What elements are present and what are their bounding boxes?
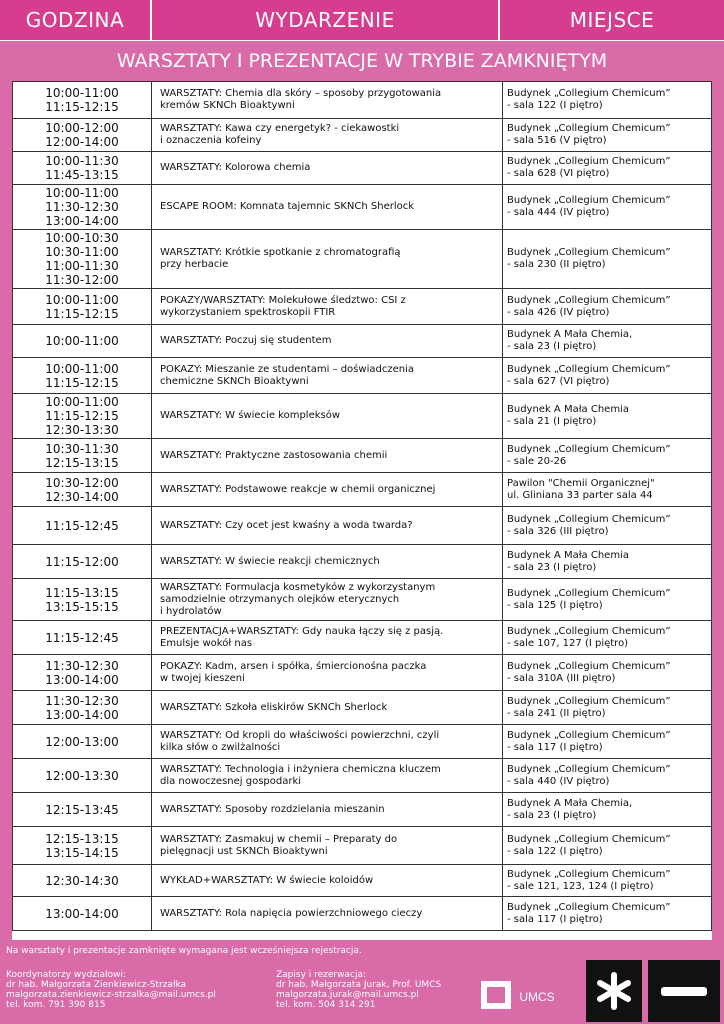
event-cell [152, 579, 503, 621]
place-text: - sala 230 (II piętro) [507, 259, 606, 270]
place-text: - sala 122 (I piętro) [507, 100, 603, 111]
time-slot: 12:00-14:00 [45, 135, 119, 149]
event-cell [152, 655, 503, 691]
place-cell [503, 621, 712, 655]
place-text: Budynek A Mała Chemia, [507, 329, 633, 340]
place-text: Pawilon "Chemii Organicznej" [507, 477, 655, 489]
schedule-row [13, 507, 712, 545]
event-text: POKAZY/WARSZTATY: Molekułowe śledztwo: CSI z [160, 294, 406, 306]
time-slot: 11:30-12:00 [45, 273, 119, 287]
place-text: - sale 121, 123, 124 (I piętro) [507, 880, 654, 892]
place-text: Budynek A Mała Chemia, [507, 797, 633, 809]
event-cell [152, 827, 503, 865]
place-text: - sala 440 (IV piętro) [507, 775, 610, 787]
time-cell [13, 325, 152, 358]
schedule-row [13, 691, 712, 725]
event-text: Emulsje wokół nas [160, 637, 253, 649]
event-text: PREZENTACJA+WARSZTATY: Gdy nauka łączy się z pasją. [160, 625, 444, 637]
place-cell [503, 507, 712, 545]
time-cell [13, 759, 152, 793]
time-cell [13, 793, 152, 827]
event-cell [152, 793, 503, 827]
asterisk-logo-icon [594, 971, 634, 1011]
schedule-row [13, 230, 712, 289]
place-text: Budynek „Collegium Chemicum” [507, 363, 671, 375]
place-text: Budynek A Mała Chemia [507, 404, 629, 415]
place-text: Budynek „Collegium Chemicum” [507, 123, 671, 134]
place-text: - sala 117 (I piętro) [507, 741, 603, 753]
time-slot: 11:30-12:30 [45, 658, 119, 673]
place-cell [503, 82, 712, 119]
umcs-logo-icon [479, 977, 563, 1013]
time-cell [13, 439, 152, 473]
time-slot: 11:15-12:45 [45, 630, 119, 645]
time-cell [13, 473, 152, 507]
place-cell [503, 358, 712, 394]
place-text: - sala 627 (VI piętro) [507, 375, 610, 387]
time-slot: 10:30-11:00 [45, 245, 119, 259]
header-col-event: WYDARZENIE [152, 0, 498, 40]
coordinators-phone: tel. kom. 791 390 815 [6, 1000, 106, 1010]
place-cell [503, 289, 712, 325]
time-cell [13, 725, 152, 759]
place-text: - sala 241 (II piętro) [507, 707, 606, 719]
time-slot: 12:30-14:30 [45, 873, 119, 888]
event-text: WARSZTATY: Sposoby rozdzielania mieszanin [160, 803, 385, 815]
event-text: WARSZTATY: W świecie kompleksów [160, 410, 341, 421]
chemistry-faculty-logo [586, 960, 642, 1022]
place-text: Budynek „Collegium Chemicum” [507, 88, 671, 99]
coordinators-name: dr hab. Małgorzata Zienkiewicz-Strzałka [6, 980, 187, 990]
event-text: WARSZTATY: Kolorowa chemia [160, 162, 311, 173]
time-cell [13, 185, 152, 230]
place-cell [503, 655, 712, 691]
event-text: WARSZTATY: Poczuj się studentem [160, 335, 332, 346]
event-cell [152, 545, 503, 579]
time-slot: 10:00-11:00 [45, 395, 119, 409]
event-text: WARSZTATY: Szkoła eliskirów SKNCh Sherlock [160, 701, 388, 713]
time-slot: 13:00-14:00 [45, 906, 119, 921]
event-cell [152, 82, 503, 119]
event-text: POKAZY: Mieszanie ze studentami – doświadczenia [160, 363, 414, 375]
place-text: - sala 444 (IV piętro) [507, 207, 610, 218]
place-cell [503, 439, 712, 473]
place-text: - sala 122 (I piętro) [507, 845, 603, 857]
time-slot: 11:30-12:30 [45, 200, 119, 214]
event-text: WARSZTATY: Rola napięcia powierzchniowego cieczy [160, 907, 423, 919]
schedule-row [13, 358, 712, 394]
event-text: pielęgnacji ust SKNCh Bioaktywni [160, 845, 328, 857]
time-slot: 10:00-11:00 [45, 86, 119, 100]
svg-text:UMCS: UMCS [519, 990, 555, 1004]
place-cell [503, 793, 712, 827]
schedule-row [13, 473, 712, 507]
schedule-row [13, 289, 712, 325]
time-slot: 13:00-14:00 [45, 214, 119, 228]
time-slot: 13:15-14:15 [45, 845, 119, 860]
event-text: WARSZTATY: Krótkie spotkanie z chromatografią [160, 247, 401, 258]
schedule-row [13, 897, 712, 931]
event-cell [152, 759, 503, 793]
event-cell [152, 358, 503, 394]
event-cell [152, 325, 503, 358]
place-cell [503, 725, 712, 759]
time-slot: 10:00-11:00 [45, 334, 119, 348]
place-text: Budynek A Mała Chemia [507, 549, 629, 561]
place-text: Budynek „Collegium Chemicum” [507, 695, 671, 707]
schedule-table [12, 81, 712, 931]
time-cell [13, 579, 152, 621]
schedule-row [13, 793, 712, 827]
time-cell [13, 394, 152, 439]
event-cell [152, 119, 503, 152]
place-text: Budynek „Collegium Chemicum” [507, 833, 671, 845]
time-cell [13, 82, 152, 119]
event-cell [152, 691, 503, 725]
place-text: Budynek „Collegium Chemicum” [507, 763, 671, 775]
place-cell [503, 865, 712, 897]
place-cell [503, 759, 712, 793]
place-cell [503, 230, 712, 289]
place-text: - sala 117 (I piętro) [507, 913, 603, 925]
schedule-row [13, 579, 712, 621]
event-text: POKAZY: Kadm, arsen i spółka, śmiercionośna paczka [160, 660, 427, 672]
place-text: Budynek „Collegium Chemicum” [507, 195, 671, 206]
schedule-row [13, 82, 712, 119]
event-cell [152, 439, 503, 473]
place-text: - sala 326 (III piętro) [507, 525, 609, 537]
event-text: WARSZTATY: Od kropli do właściwości powierzchni, czyli [160, 729, 440, 741]
time-cell [13, 865, 152, 897]
event-text: WYKŁAD+WARSZTATY: W świecie koloidów [160, 874, 374, 886]
place-cell [503, 827, 712, 865]
event-text: i hydrolatów [160, 605, 222, 617]
event-cell [152, 152, 503, 185]
time-slot: 11:30-12:30 [45, 693, 119, 708]
event-text: WARSZTATY: Chemia dla skóry – sposoby przygotowania [160, 88, 442, 99]
registration-phone: tel. kom. 504 314 291 [276, 1000, 376, 1010]
place-text: - sale 107, 127 (I piętro) [507, 637, 629, 649]
place-text: - sala 23 (I piętro) [507, 341, 597, 352]
schedule-row [13, 827, 712, 865]
event-cell [152, 473, 503, 507]
event-text: chemiczne SKNCh Bioaktywni [160, 375, 309, 387]
time-slot: 12:00-13:30 [45, 768, 119, 783]
time-slot: 10:00-11:00 [45, 292, 119, 307]
time-slot: 11:15-13:15 [45, 585, 119, 600]
coordinators-email[interactable]: malgorzata.zienkiewicz-strzalka@mail.umcs.pl [6, 990, 216, 1000]
time-slot: 11:15-12:15 [45, 409, 119, 423]
place-text: - sala 21 (I piętro) [507, 416, 597, 427]
event-cell [152, 289, 503, 325]
event-cell [152, 897, 503, 931]
event-text: WARSZTATY: Kawa czy energetyk? - ciekawostki [160, 123, 400, 134]
schedule-row [13, 152, 712, 185]
event-cell [152, 185, 503, 230]
time-slot: 11:15-12:15 [45, 375, 119, 390]
time-slot: 10:00-11:00 [45, 186, 119, 200]
place-text: Budynek „Collegium Chemicum” [507, 513, 671, 525]
event-cell [152, 725, 503, 759]
time-slot: 11:45-13:15 [45, 168, 119, 182]
time-slot: 13:00-14:00 [45, 672, 119, 687]
schedule-row [13, 621, 712, 655]
event-text: przy herbacie [160, 259, 229, 270]
time-slot: 12:15-13:15 [45, 831, 119, 846]
coordinators-block [6, 970, 216, 1010]
header-col-time: GODZINA [0, 0, 150, 40]
time-slot: 10:00-12:00 [45, 121, 119, 135]
time-slot: 13:15-15:15 [45, 599, 119, 614]
time-slot: 10:00-11:30 [45, 154, 119, 168]
time-cell [13, 621, 152, 655]
time-slot: 12:00-13:00 [45, 734, 119, 749]
time-slot: 13:00-14:00 [45, 707, 119, 722]
third-logo [648, 960, 720, 1022]
event-text: WARSZTATY: Praktyczne zastosowania chemii [160, 449, 388, 461]
time-slot: 10:00-11:00 [45, 361, 119, 376]
time-slot: 12:15-13:45 [45, 802, 119, 817]
place-text: - sala 23 (I piętro) [507, 561, 597, 573]
schedule-row [13, 185, 712, 230]
place-cell [503, 473, 712, 507]
time-cell [13, 545, 152, 579]
event-cell [152, 507, 503, 545]
event-cell [152, 621, 503, 655]
schedule-row [13, 725, 712, 759]
footer [0, 940, 724, 1024]
event-text: wykorzystaniem spektroskopii FTIR [160, 306, 336, 318]
time-cell [13, 655, 152, 691]
place-text: - sala 628 (VI piętro) [507, 168, 610, 179]
time-slot: 12:15-13:15 [45, 455, 119, 470]
time-slot: 11:00-11:30 [45, 259, 119, 273]
left-margin-band [0, 81, 12, 940]
place-cell [503, 152, 712, 185]
time-cell [13, 691, 152, 725]
place-text: Budynek „Collegium Chemicum” [507, 660, 671, 672]
place-cell [503, 119, 712, 152]
time-slot: 10:30-11:30 [45, 441, 119, 456]
place-cell [503, 325, 712, 358]
place-text: Budynek „Collegium Chemicum” [507, 294, 671, 306]
place-text: ul. Gliniana 33 parter sala 44 [507, 489, 653, 501]
time-slot: 12:30-13:30 [45, 423, 119, 437]
event-cell [152, 865, 503, 897]
place-text: - sala 310A (III piętro) [507, 672, 616, 684]
right-margin-band [712, 81, 724, 940]
event-text: w twojej kieszeni [160, 672, 245, 684]
time-cell [13, 289, 152, 325]
place-text: - sala 426 (IV piętro) [507, 306, 610, 318]
event-text: i oznaczenia kofeiny [160, 135, 262, 146]
schedule-row [13, 439, 712, 473]
place-text: - sala 516 (V piętro) [507, 135, 607, 146]
schedule-row [13, 759, 712, 793]
time-cell [13, 152, 152, 185]
event-text: WARSZTATY: Czy ocet jest kwaśny a woda twarda? [160, 519, 413, 531]
time-cell [13, 358, 152, 394]
event-text: WARSZTATY: Podstawowe reakcje w chemii organicznej [160, 483, 436, 495]
event-text: WARSZTATY: W świecie reakcji chemicznych [160, 555, 380, 567]
place-cell [503, 545, 712, 579]
place-cell [503, 579, 712, 621]
place-cell [503, 185, 712, 230]
place-text: - sala 125 (I piętro) [507, 599, 603, 611]
schedule-row [13, 545, 712, 579]
header-col-place: MIEJSCE [500, 0, 724, 40]
registration-block [276, 970, 441, 1010]
registration-note: Na warsztaty i prezentacje zamknięte wymagana jest wcześniejsza rejestracja. [6, 946, 362, 956]
time-cell [13, 230, 152, 289]
time-cell [13, 507, 152, 545]
event-text: dla nowoczesnej gospodarki [160, 775, 302, 787]
time-slot: 10:30-12:00 [45, 475, 119, 490]
place-cell [503, 897, 712, 931]
place-text: - sale 20-26 [507, 455, 567, 467]
event-cell [152, 230, 503, 289]
place-text: Budynek „Collegium Chemicum” [507, 587, 671, 599]
schedule-row [13, 865, 712, 897]
schedule-row [13, 325, 712, 358]
place-text: Budynek „Collegium Chemicum” [507, 901, 671, 913]
time-slot: 10:00-10:30 [45, 231, 119, 245]
place-cell [503, 394, 712, 439]
time-slot: 11:15-12:15 [45, 306, 119, 321]
event-text: ESCAPE ROOM: Komnata tajemnic SKNCh Sherlock [160, 201, 415, 212]
event-cell [152, 394, 503, 439]
event-text: WARSZTATY: Zasmakuj w chemii – Preparaty do [160, 833, 398, 845]
event-text: kilka słów o zwilżalności [160, 741, 281, 753]
place-text: Budynek „Collegium Chemicum” [507, 443, 671, 455]
time-slot: 12:30-14:00 [45, 489, 119, 504]
event-text: kremów SKNCh Bioaktywni [160, 100, 295, 111]
registration-label: Zapisy i rezerwacja: [276, 970, 367, 980]
time-slot: 11:15-12:45 [45, 518, 119, 533]
event-text: samodzielnie otrzymanych olejków eterycznych [160, 593, 400, 605]
time-slot: 11:15-12:15 [45, 100, 119, 114]
umcs-logo [476, 970, 566, 1020]
registration-email[interactable]: malgorzata.jurak@mail.umcs.pl [276, 990, 419, 1000]
event-text: WARSZTATY: Technologia i inżyniera chemiczna kluczem [160, 763, 441, 775]
event-text: WARSZTATY: Formulacja kosmetyków z wykorzystanym [160, 581, 436, 593]
place-text: Budynek „Collegium Chemicum” [507, 868, 671, 880]
schedule-row [13, 655, 712, 691]
coordinators-label: Koordynatorzy wydziałowi: [6, 970, 127, 980]
registration-name: dr hab. Małgorzata Jurak, Prof. UMCS [276, 980, 442, 990]
place-text: Budynek „Collegium Chemicum” [507, 729, 671, 741]
time-cell [13, 897, 152, 931]
time-slot: 11:15-12:00 [45, 554, 119, 569]
schedule-row [13, 394, 712, 439]
place-text: Budynek „Collegium Chemicum” [507, 625, 671, 637]
place-text: - sala 23 (I piętro) [507, 809, 597, 821]
place-text: Budynek „Collegium Chemicum” [507, 247, 671, 258]
brand-mark-icon [659, 981, 709, 1001]
time-cell [13, 119, 152, 152]
time-cell [13, 827, 152, 865]
place-cell [503, 691, 712, 725]
subheader-title: WARSZTATY I PREZENTACJE W TRYBIE ZAMKNIĘTYM [0, 41, 724, 81]
place-text: Budynek „Collegium Chemicum” [507, 156, 671, 167]
schedule-row [13, 119, 712, 152]
